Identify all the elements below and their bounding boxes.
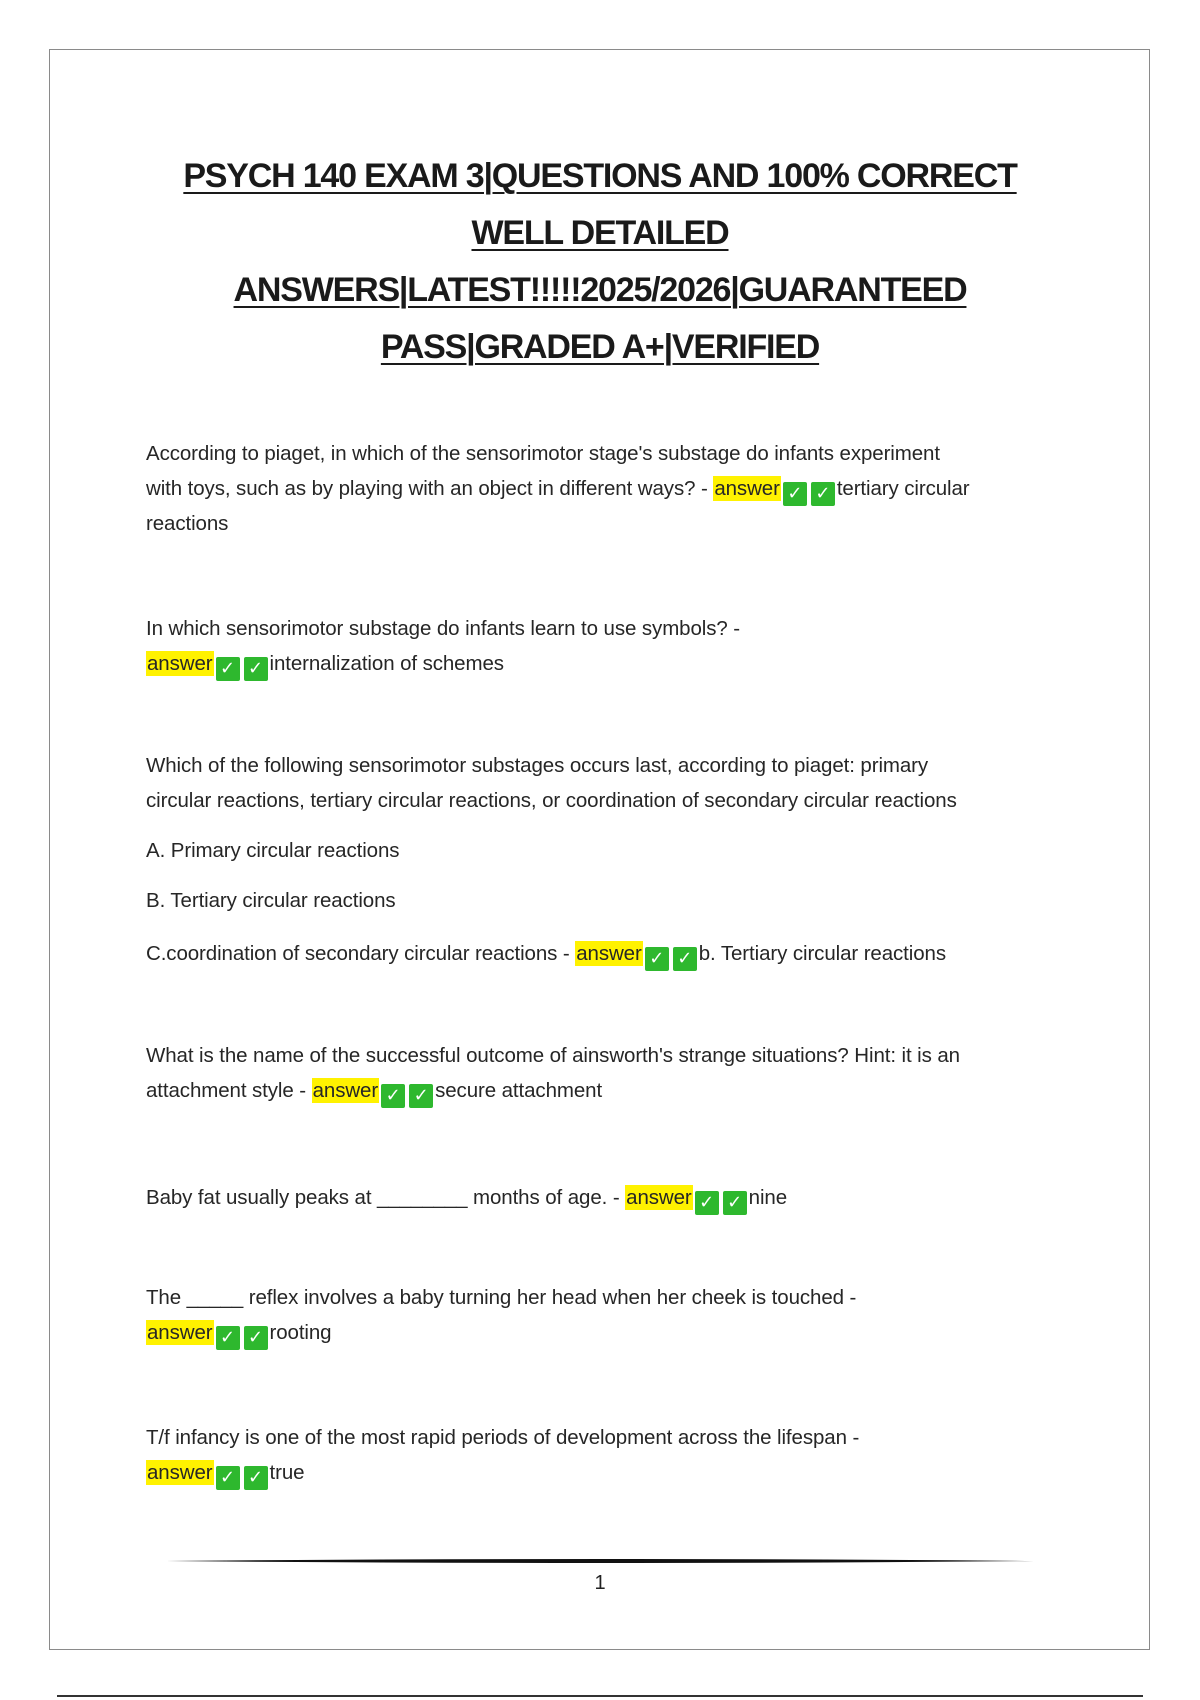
question-6-answer: rooting xyxy=(269,1321,332,1344)
title-line-1: PSYCH 140 EXAM 3|QUESTIONS AND 100% CORRECT xyxy=(183,157,1017,195)
question-7-answer: true xyxy=(269,1461,305,1484)
question-3-option-b: B. Tertiary circular reactions xyxy=(146,889,396,912)
checkmark-icon: ✓ xyxy=(216,657,240,681)
checkmark-icon: ✓ xyxy=(673,947,697,971)
question-6-line-1: The _____ reflex involves a baby turning her head when her cheek is touched - xyxy=(146,1286,857,1309)
question-5-text: Baby fat usually peaks at ________ months of age. - xyxy=(146,1186,626,1209)
checkmark-icon: ✓ xyxy=(244,1326,268,1350)
question-1-line-2 xyxy=(146,471,1066,506)
answer-label: answer xyxy=(312,1079,379,1102)
question-block-1 xyxy=(146,436,1066,541)
question-block-5 xyxy=(146,1180,1066,1215)
question-block-7 xyxy=(146,1420,1066,1490)
question-1-line-3: reactions xyxy=(146,512,229,535)
question-4-line-2 xyxy=(146,1073,1066,1108)
checkmark-icon: ✓ xyxy=(244,1466,268,1490)
checkmark-icon: ✓ xyxy=(783,482,807,506)
question-1-line-1: According to piaget, in which of the sensorimotor stage's substage do infants experiment xyxy=(146,442,940,465)
question-block-2 xyxy=(146,611,1066,681)
question-5-answer: nine xyxy=(748,1186,788,1209)
checkmark-icon: ✓ xyxy=(723,1191,747,1215)
question-1-answer: tertiary circular xyxy=(836,477,970,500)
question-7-line-2 xyxy=(146,1455,1066,1490)
title-line-4: PASS|GRADED A+|VERIFIED xyxy=(380,328,820,366)
checkmark-icon: ✓ xyxy=(216,1466,240,1490)
question-3-line-2: circular reactions, tertiary circular reactions, or coordination of secondary circular reactions xyxy=(146,789,957,812)
question-5-line-1 xyxy=(146,1180,1066,1215)
checkmark-icon: ✓ xyxy=(381,1084,405,1108)
question-block-3 xyxy=(146,748,1066,971)
answer-label: answer xyxy=(147,652,213,675)
bottom-divider xyxy=(57,1695,1143,1697)
answer-label: answer xyxy=(147,1321,213,1344)
answer-label: answer xyxy=(576,942,642,965)
checkmark-icon: ✓ xyxy=(244,657,268,681)
checkmark-icon: ✓ xyxy=(409,1084,433,1108)
question-2-answer: internalization of schemes xyxy=(269,652,504,675)
question-2-line-2 xyxy=(146,646,1066,681)
checkmark-icon: ✓ xyxy=(695,1191,719,1215)
checkmark-icon: ✓ xyxy=(811,482,835,506)
question-4-answer: secure attachment xyxy=(435,1079,603,1102)
title-line-2: WELL DETAILED xyxy=(471,214,729,252)
question-3-option-c-text: C.coordination of secondary circular reactions - xyxy=(146,942,576,965)
question-4-text: attachment style - xyxy=(146,1079,312,1102)
answer-label: answer xyxy=(147,1461,213,1484)
question-7-line-1: T/f infancy is one of the most rapid periods of development across the lifespan - xyxy=(146,1426,860,1449)
footer-divider xyxy=(166,1558,1034,1564)
title-line-3: ANSWERS|LATEST!!!!!2025/2026|GUARANTEED xyxy=(233,271,967,309)
question-4-line-1: What is the name of the successful outcome of ainsworth's strange situations? Hint: it is an xyxy=(146,1044,960,1067)
question-3-option-a: A. Primary circular reactions xyxy=(146,839,400,862)
checkmark-icon: ✓ xyxy=(645,947,669,971)
question-3-option-c xyxy=(146,936,1066,971)
page-number: 1 xyxy=(594,1572,606,1594)
question-6-line-2 xyxy=(146,1315,1066,1350)
question-2-line-1: In which sensorimotor substage do infants learn to use symbols? - xyxy=(146,617,740,640)
document-title xyxy=(110,148,1090,376)
question-1-text: with toys, such as by playing with an object in different ways? - xyxy=(146,477,714,500)
question-block-6 xyxy=(146,1280,1066,1350)
checkmark-icon: ✓ xyxy=(216,1326,240,1350)
answer-label: answer xyxy=(714,477,780,500)
answer-label: answer xyxy=(626,1186,692,1209)
question-3-line-1: Which of the following sensorimotor substages occurs last, according to piaget: primary xyxy=(146,754,929,777)
question-3-answer: b. Tertiary circular reactions xyxy=(698,942,946,965)
question-block-4 xyxy=(146,1038,1066,1108)
